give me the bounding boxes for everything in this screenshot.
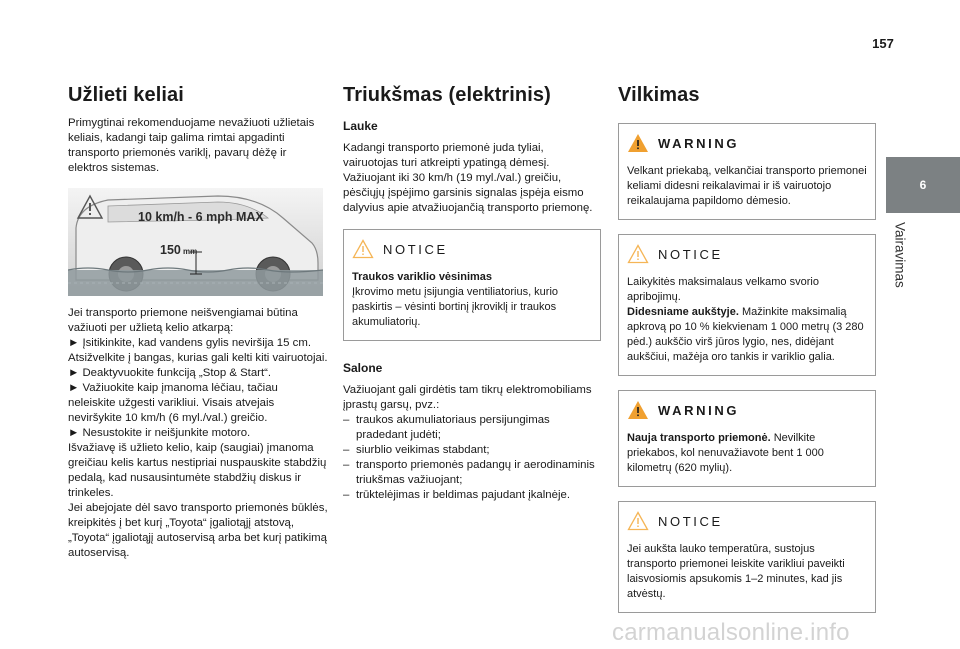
flooded-roads-title: Užlieti keliai (68, 84, 184, 106)
notice-label: NOTICE (383, 241, 448, 257)
warning-text: Nauja transporto priemonė. Nevilkite priekabos, kol nenuvažiavote bent 1 000 kilometrų (620 mylių). (627, 432, 824, 474)
list-item: – siurblio veikimas stabdant; (343, 444, 490, 456)
depth-label: 150 (160, 243, 181, 257)
notice-text: Laikykitės maksimalaus velkamo svorio apribojimų. (627, 276, 819, 303)
warning-label: WARNING (658, 135, 740, 151)
notice-text: Jei aukšta lauko temperatūra, sustojus transporto priemonei leiskite varikliui paveikti laisvosiomis apsukomis 1–2 minutes, kad jis atvėstų. (627, 543, 845, 600)
flooded-roads-column (68, 84, 328, 561)
warning-box-new-vehicle (618, 390, 876, 487)
list-item: – transporto priemonės padangų ir aerodinaminis triukšmas važiuojant; (343, 459, 595, 486)
flooded-roads-intro: Primygtinai rekomenduojame nevažiuoti užlietais keliais, kadangi taip galima rimtai apgadinti transporto priemonės variklį, pavarų dėžę ir elektros sistemas. (68, 117, 315, 174)
chapter-label: Vairavimas (892, 222, 908, 288)
towing-title: Vilkimas (618, 84, 700, 106)
flooded-roads-body-2: ► Deaktyvuokite funkciją „Stop & Start“. (68, 367, 272, 379)
notice-icon (352, 239, 374, 259)
flooded-roads-body-0: Jei transporto priemone neišvengiamai būtina važiuoti per užlietą kelio atkarpą: (68, 307, 298, 334)
notice-icon (627, 244, 649, 264)
warning-text: Velkant priekabą, velkančiai transporto priemonei keliami didesni reikalavimai ir iš vairuotojo reikalaujama papildomo dėmesio. (627, 165, 867, 207)
flooded-roads-body-4: ► Nesustokite ir neišjunkite motoro. (68, 427, 251, 439)
page-number: 157 (872, 36, 894, 51)
flooded-roads-body-3: ► Važiuokite kaip įmanoma lėčiau, tačiau neleiskite užgesti varikliui. Visais atvejais neviršykite 10 km/h (6 myl./val.) greičio. (68, 382, 278, 424)
flooded-road-illustration (68, 188, 323, 296)
notice-box-temperature (618, 501, 876, 613)
notice-altitude-text: Didesniame aukštyje. Mažinkite maksimalią apkrovą po 10 % kiekvienam 1 000 metrų (3 280 pėd.) aukščio virš jūros lygio, nes, didėjant aukščiui, mažėja oro tankis ir variklio galia. (627, 306, 864, 363)
warning-label: WARNING (658, 402, 740, 418)
chapter-tab[interactable]: 6 (886, 157, 960, 213)
watermark: carmanualsonline.info (612, 619, 850, 646)
list-item: – trūktelėjimas ir beldimas pajudant įkalnėje. (343, 489, 570, 501)
speed-limit-label: 10 km/h - 6 mph MAX (138, 210, 264, 224)
noise-title: Triukšmas (elektrinis) (343, 84, 551, 106)
outside-text: Kadangi transporto priemonė juda tyliai, vairuotojas turi atkreipti ypatingą dėmesį. Važiuojant iki 30 km/h (19 myl./val.) greičiu, pėsčiųjų įspėjimo garsinis signalas įspėja eismo dalyvius apie atvažiuojančią transporto priemonę. (343, 142, 593, 214)
flooded-roads-body-6: Jei abejojate dėl savo transporto priemonės būklės, kreipkitės į bet kurį „Toyota“ įgaliotąjį atstovą, „Toyota“ įgaliotąjį autoservisą arba bet kurį patikimą autoservisą. (68, 502, 328, 559)
notice-heading: Traukos variklio vėsinimas (352, 271, 493, 283)
notice-text: Įkrovimo metu įsijungia ventiliatorius, kurio paskirtis – vėsinti bortinį įkroviklį ir traukos akumuliatorių. (352, 286, 559, 328)
inside-intro: Važiuojant gali girdėtis tam tikrų elektromobiliams įprastų garsų, pvz.: (343, 384, 592, 411)
outside-heading: Lauke (343, 119, 378, 133)
list-item: – traukos akumuliatoriaus persijungimas pradedant judėti; (343, 414, 550, 441)
notice-label: NOTICE (658, 246, 723, 262)
notice-label: NOTICE (658, 513, 723, 529)
warning-box-trailer (618, 123, 876, 220)
flooded-roads-body-1: ► Įsitikinkite, kad vandens gylis neviršija 15 cm. Atsižvelkite į bangas, kurias gali kelti kiti vairuotojai. (68, 337, 328, 364)
notice-icon (627, 511, 649, 531)
depth-unit-label: mm (183, 247, 198, 256)
inside-heading: Salone (343, 361, 383, 375)
flooded-roads-body-5: Išvažiavę iš užlieto kelio, kaip (saugiai) įmanoma greičiau kelis kartus nestipriai nuspauskite stabdžių pedalą, kad nusausintumėte stabdžių diskus ir trinkeles. (68, 442, 327, 499)
towing-column (618, 84, 876, 613)
warning-icon (627, 133, 649, 153)
notice-box-cooling (343, 229, 601, 341)
noise-column (343, 84, 601, 503)
warning-icon (627, 400, 649, 420)
notice-box-weight (618, 234, 876, 376)
